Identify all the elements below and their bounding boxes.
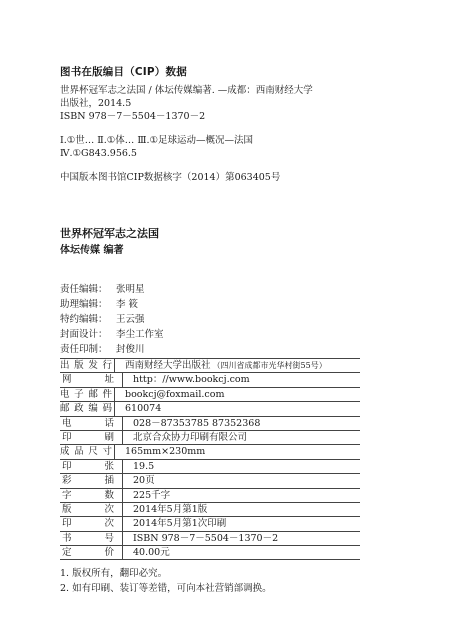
- note-defects: 2. 如有印刷、装订等差错，可向本社营销部调换。: [60, 583, 272, 594]
- spec-label: 电 话: [60, 417, 123, 430]
- spec-label: 彩 插: [60, 474, 123, 487]
- spec-row: [60, 417, 360, 431]
- spec-label: 字 数: [60, 489, 123, 502]
- spec-row: [60, 373, 360, 387]
- cip-line-isbn: ISBN 978－7－5504－1370－2: [60, 111, 206, 122]
- staff-label: 责任印制：: [60, 344, 108, 355]
- spec-label: 定 价: [60, 546, 123, 559]
- cip-line-classification: Ⅳ.①G843.956.5: [60, 148, 137, 159]
- spec-row: [60, 402, 360, 416]
- spec-label: 版 次: [60, 503, 123, 516]
- cip-line-publisher: 出版社，2014.5: [60, 98, 132, 109]
- spec-label: 成 品 尺 寸: [60, 445, 115, 458]
- spec-row: [60, 388, 360, 402]
- book-title: 世界杯冠军志之法国: [60, 227, 159, 240]
- staff-list: [60, 281, 164, 356]
- publication-specs-table: [60, 358, 360, 560]
- spec-label: 书 号: [60, 532, 123, 545]
- spec-value: 19.5: [133, 460, 155, 472]
- staff-label: 特约编辑：: [60, 314, 108, 325]
- cip-line-subjects: Ⅰ.①世… Ⅱ.①体… Ⅲ.①足球运动—概况—法国: [60, 135, 254, 146]
- spec-value: 20页: [133, 475, 155, 487]
- spec-row: [60, 358, 360, 373]
- spec-row: [60, 546, 360, 560]
- spec-value: 225千字: [133, 489, 171, 501]
- spec-row: [60, 474, 360, 488]
- cip-line-title: 世界杯冠军志之法国 / 体坛传媒编著. —成都：西南财经大学: [60, 85, 313, 96]
- staff-row: [60, 281, 164, 296]
- staff-row: [60, 326, 164, 341]
- spec-row: [60, 517, 360, 531]
- spec-value: 西南财经大学出版社: [125, 360, 211, 371]
- staff-label: 助理编辑：: [60, 299, 108, 310]
- spec-row: [60, 503, 360, 517]
- spec-value-note: （四川省成都市光华村街55号）: [212, 361, 327, 370]
- staff-value: 李 筱: [116, 299, 139, 310]
- spec-row: [60, 532, 360, 546]
- spec-label: 印 次: [60, 517, 123, 530]
- staff-label: 责任编辑：: [60, 284, 108, 295]
- notes: [60, 566, 272, 596]
- staff-value: 李尘工作室: [116, 329, 164, 340]
- spec-value: 610074: [125, 403, 162, 415]
- spec-value: 028－87353785 87352368: [133, 417, 261, 429]
- spec-value: 2014年5月第1次印刷: [133, 518, 227, 530]
- staff-row: [60, 311, 164, 326]
- staff-row: [60, 341, 164, 356]
- cip-line-record-number: 中国版本图书馆CIP数据核字（2014）第063405号: [60, 172, 281, 183]
- staff-value: 张明星: [116, 284, 145, 295]
- spec-label: 印 刷: [60, 431, 123, 444]
- spec-label: 出 版 发 行: [60, 359, 115, 372]
- staff-value: 封俊川: [116, 344, 145, 355]
- spec-value: http：//www.bookcj.com: [133, 374, 250, 386]
- spec-value: 165mm×230mm: [125, 446, 206, 458]
- spec-value: ISBN 978－7－5504－1370－2: [133, 532, 279, 544]
- staff-value: 王云强: [116, 314, 145, 325]
- cip-heading: 图书在版编目（CIP）数据: [60, 66, 187, 78]
- spec-row: [60, 431, 360, 445]
- spec-label: 电 子 邮 件: [60, 388, 115, 401]
- note-copyright: 1. 版权所有，翻印必究。: [60, 568, 168, 579]
- spec-label: 邮 政 编 码: [60, 402, 115, 415]
- book-author: 体坛传媒 编著: [60, 245, 124, 256]
- staff-row: [60, 296, 164, 311]
- spec-value: 2014年5月第1版: [133, 503, 208, 515]
- spec-value: 40.00元: [133, 547, 170, 559]
- staff-label: 封面设计：: [60, 329, 108, 340]
- spec-label: 网 址: [60, 373, 123, 386]
- spec-value: 北京合众协力印刷有限公司: [133, 431, 248, 443]
- spec-row: [60, 489, 360, 503]
- spec-row: [60, 445, 360, 459]
- spec-label: 印 张: [60, 460, 123, 473]
- spec-value: bookcj@foxmail.com: [125, 388, 225, 400]
- spec-row: [60, 460, 360, 474]
